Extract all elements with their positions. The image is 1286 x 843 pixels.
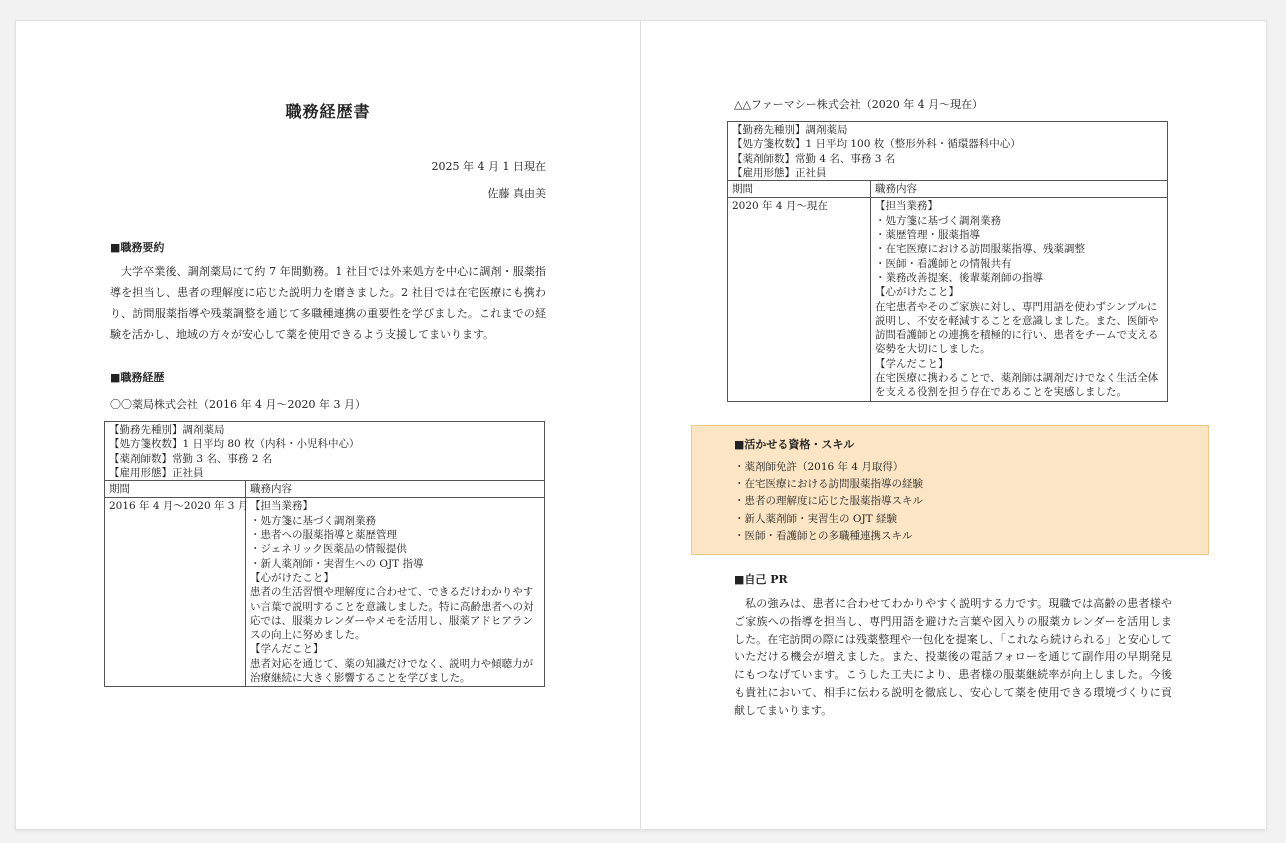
duty-line: 【担当業務】 [875, 200, 938, 213]
duty-line: ・医師・看護師との情報共有 [875, 257, 1012, 270]
company-2-col-period: 期間 [728, 181, 871, 198]
company-1-info [105, 422, 545, 481]
skills-heading: ■活かせる資格・スキル [734, 438, 855, 451]
left-page [16, 21, 641, 829]
history-heading: ■職務経歴 [110, 371, 165, 384]
duty-line: 【担当業務】 [250, 500, 313, 513]
company-1-info-staff: 【薬剤師数】常勤 3 名、事務 2 名 [109, 452, 273, 465]
company-2-period: 2020 年 4 月～現在 [728, 198, 871, 401]
duty-line: ・業務改善提案、後輩薬剤師の指導 [875, 271, 1043, 284]
company-1-period: 2016 年 4 月～2020 年 3 月 [105, 498, 246, 687]
company-1-info-employment: 【雇用形態】正社員 [109, 466, 204, 479]
company-2-info-type: 【勤務先種別】調剤薬局 [732, 124, 848, 136]
duty-line: 患者の生活習慣や理解度に合わせて、できるだけわかりやすい言葉で説明することを意識しました。特に高齢患者への対応では、服薬カレンダーやメモを活用し、服薬アドヒアランスの向上に努めました。 [250, 586, 534, 642]
skills-box [691, 425, 1209, 555]
summary-heading: ■職務要約 [110, 241, 165, 254]
skills-list [734, 459, 923, 545]
company-1-duties [246, 498, 545, 687]
company-2-info-prescriptions: 【処方箋枚数】1 日平均 100 枚（整形外科・循環器科中心） [732, 138, 1021, 151]
duty-line: 患者対応を通じて、薬の知識だけでなく、説明力や傾聴力が治療継続に大きく影響することを学びました。 [250, 657, 534, 685]
company-1-info-prescriptions: 【処方箋枚数】1 日平均 80 枚（内科・小児科中心） [109, 438, 360, 451]
skill-item: ・在宅医療における訪問服薬指導の経験 [734, 478, 923, 491]
company-2-info [728, 122, 1168, 181]
company-1-col-period: 期間 [105, 481, 246, 498]
company-1-info-type: 【勤務先種別】調剤薬局 [109, 424, 225, 436]
company-2-table [727, 121, 1168, 402]
document-spread [15, 20, 1267, 830]
skill-item: ・新人薬剤師・実習生の OJT 経験 [734, 512, 897, 525]
company-2-name: △△ファーマシー株式会社（2020 年 4 月～現在） [734, 98, 984, 111]
duty-line: ・処方箋に基づく調剤業務 [875, 214, 1001, 227]
document-date: 2025 年 4 月 1 日現在 [431, 160, 546, 173]
right-page [641, 21, 1266, 829]
author-name: 佐藤 真由美 [487, 187, 546, 200]
duty-line: 【学んだこと】 [875, 357, 949, 370]
duty-line: ・新人薬剤師・実習生への OJT 指導 [250, 557, 424, 570]
duty-line: 【心がけたこと】 [875, 286, 959, 299]
skill-item: ・患者の理解度に応じた服薬指導スキル [734, 495, 923, 508]
duty-line: 在宅患者やそのご家族に対し、専門用語を使わずシンプルに説明し、不安を軽減することを意識しました。また、医師や訪問看護師との連携を積極的に行い、患者をチームで支える姿勢を大切にしました。 [875, 300, 1159, 356]
document-title: 職務経歴書 [285, 102, 371, 121]
duty-line: ・薬歴管理・服薬指導 [875, 229, 980, 242]
duty-line: 【心がけたこと】 [250, 571, 334, 584]
company-2-info-staff: 【薬剤師数】常勤 4 名、事務 3 名 [732, 152, 896, 165]
pr-text: 私の強みは、患者に合わせてわかりやすく説明する力です。現職では高齢の患者様やご家族への指導を担当し、専門用語を避けた言葉や図入りの服薬カレンダーを活用しました。在宅訪問の際には残薬整理や一包化を提案し、「これなら続けられる」と安心していただける機会が増えました。また、投薬後の電話フォローを通じて副作用の早期発見にもつなげています。こうした工夫により、患者様の服薬継続率が向上しました。今後も貴社において、相手に伝わる説明を徹底し、安心して薬を使用できる環境づくりに貢献してまいります。 [734, 597, 1172, 717]
company-2-col-duties: 職務内容 [871, 181, 1168, 198]
company-1-name: 〇〇薬局株式会社（2016 年 4 月～2020 年 3 月） [110, 398, 366, 411]
pr-heading: ■自己 PR [734, 573, 788, 586]
company-2-duties [871, 198, 1168, 401]
duty-line: ・ジェネリック医薬品の情報提供 [250, 543, 407, 556]
duty-line: 在宅医療に携わることで、薬剤師は調剤だけでなく生活全体を支える役割を担う存在であることを実感しました。 [875, 372, 1159, 399]
duty-line: 【学んだこと】 [250, 643, 324, 656]
duty-line: ・処方箋に基づく調剤業務 [250, 514, 376, 527]
company-2-info-employment: 【雇用形態】正社員 [732, 166, 827, 179]
skill-item: ・医師・看護師との多職種連携スキル [734, 529, 913, 542]
company-1-table [104, 421, 545, 687]
summary-text: 大学卒業後、調剤薬局にて約 7 年間勤務。1 社目では外来処方を中心に調剤・服薬指導を担当し、患者の理解度に応じた説明力を磨きました。2 社目では在宅医療にも携わり、訪問服薬指導や残薬調整を通じて多職種連携の重要性を学びました。これまでの経験を活かし、地域の方々が安心して薬を使用できるよう支援してまいります。 [110, 265, 546, 341]
skill-item: ・薬剤師免許（2016 年 4 月取得） [734, 461, 904, 473]
duty-line: ・患者への服薬指導と薬歴管理 [250, 529, 397, 542]
company-1-col-duties: 職務内容 [246, 481, 545, 498]
duty-line: ・在宅医療における訪問服薬指導、残薬調整 [875, 243, 1085, 256]
